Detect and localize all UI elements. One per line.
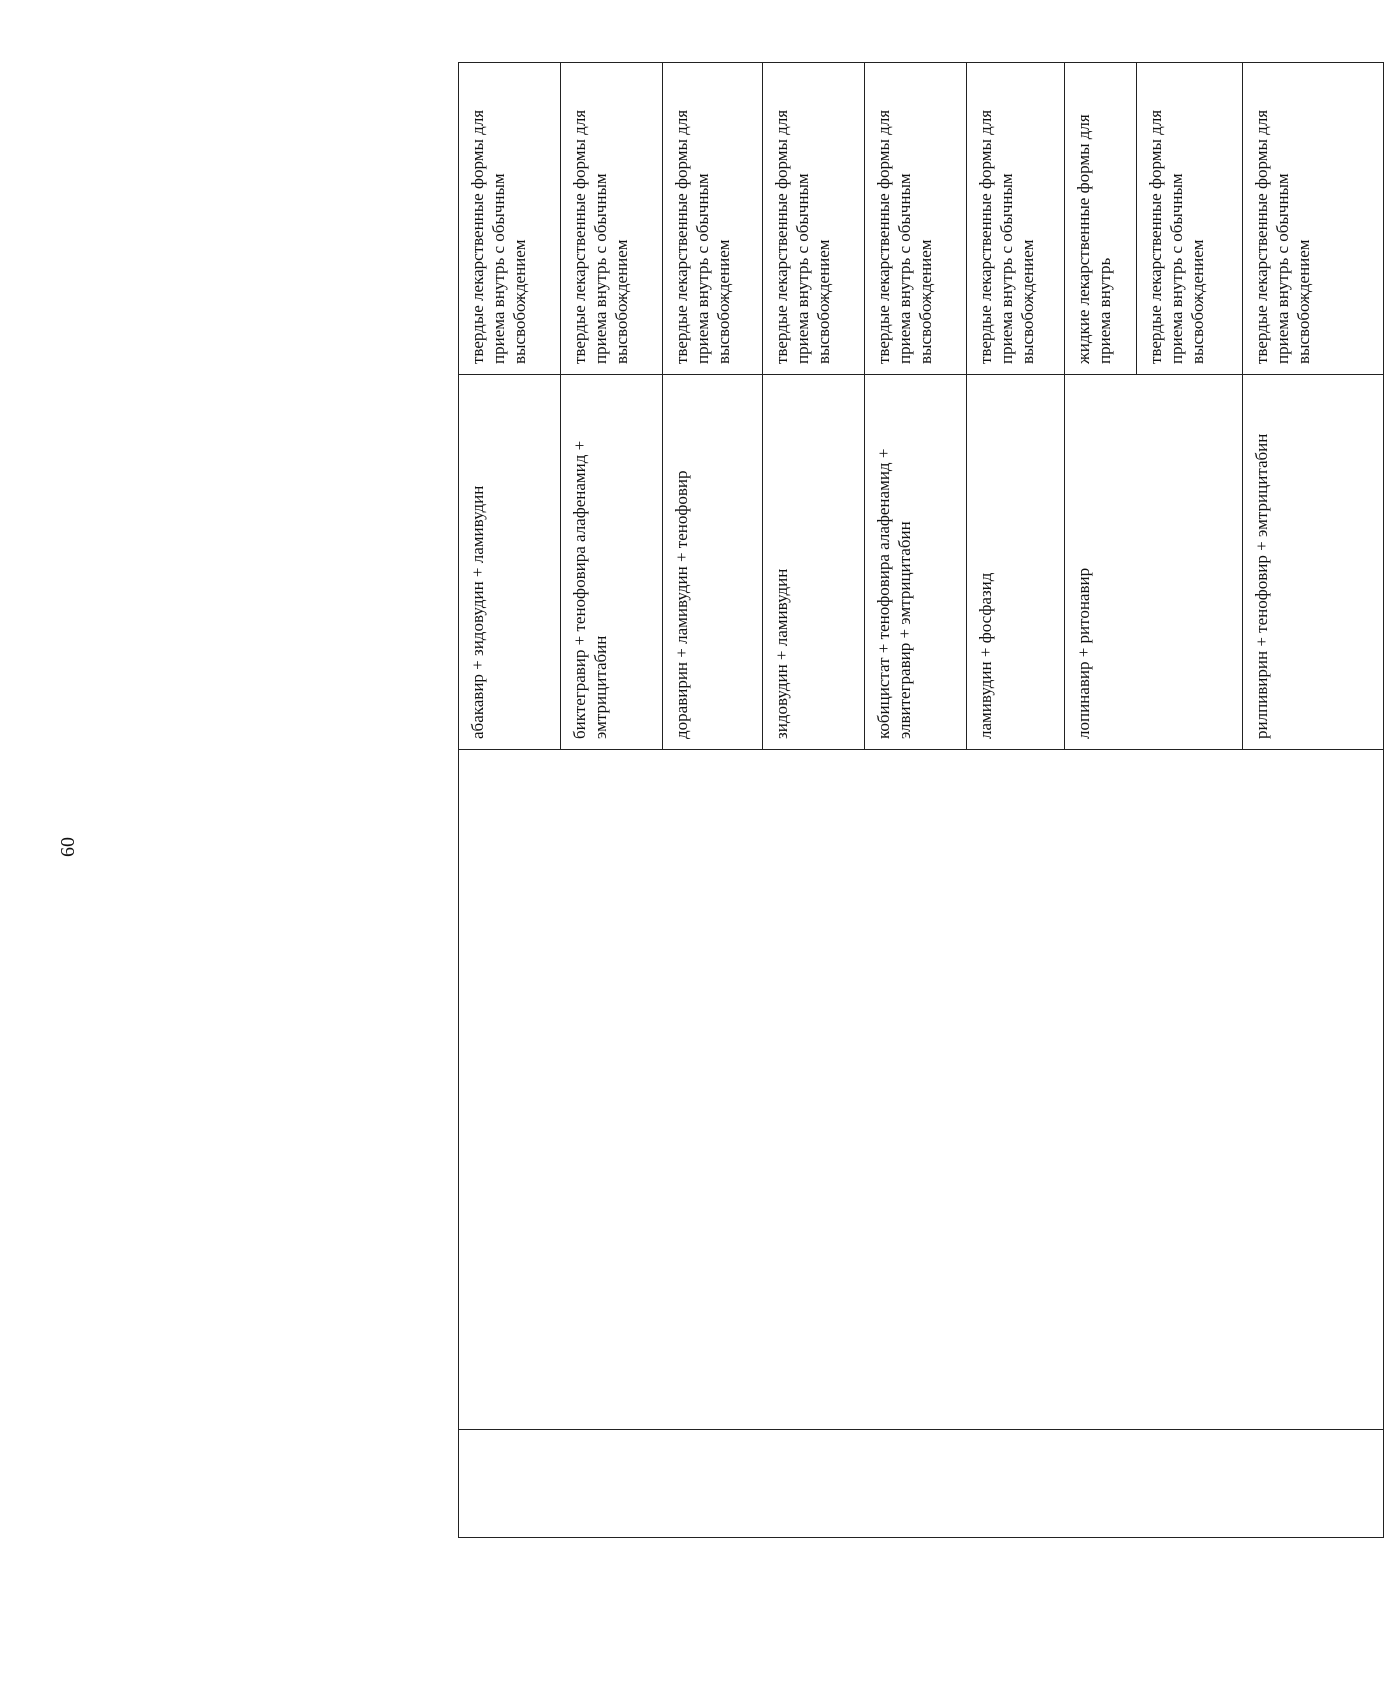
form-cell: твердые лекарственные формы для приема внутрь с обычным высвобождением: [864, 62, 966, 374]
form-cell: твердые лекарственные формы для приема внутрь с обычным высвобождением: [1136, 62, 1242, 374]
drug-cell: абакавир + зидовудин + ламивудин: [458, 374, 560, 749]
table-row: [458, 62, 560, 1537]
drug-cell: доравирин + ламивудин + тенофовир: [662, 374, 762, 749]
code-cell: [458, 1429, 1383, 1537]
drug-cell: рилпивирин + тенофовир + эмтрицитабин: [1242, 374, 1383, 749]
form-cell: твердые лекарственные формы для приема внутрь с обычным высвобождением: [662, 62, 762, 374]
form-cell: твердые лекарственные формы для приема внутрь с обычным высвобождением: [1242, 62, 1383, 374]
drug-cell: биктегравир + тенофовира алафенамид + эмтрицитабин: [560, 374, 662, 749]
drug-cell: ламивудин + фосфазид: [966, 374, 1064, 749]
form-cell: твердые лекарственные формы для приема внутрь с обычным высвобождением: [762, 62, 864, 374]
drug-cell: зидовудин + ламивудин: [762, 374, 864, 749]
form-cell: твердые лекарственные формы для приема внутрь с обычным высвобождением: [458, 62, 560, 374]
form-cell: твердые лекарственные формы для приема внутрь с обычным высвобождением: [560, 62, 662, 374]
rotated-table-wrapper: [458, 63, 1383, 1538]
form-cell: твердые лекарственные формы для приема внутрь с обычным высвобождением: [966, 62, 1064, 374]
drug-cell: кобицистат + тенофовира алафенамид + элвитегравир + эмтрицитабин: [864, 374, 966, 749]
drug-cell: лопинавир + ритонавир: [1064, 374, 1242, 749]
drug-table: [458, 62, 1384, 1538]
page-number: 60: [57, 837, 79, 857]
form-cell: жидкие лекарственные формы для приема внутрь: [1064, 62, 1136, 374]
group-cell: [458, 749, 1383, 1429]
